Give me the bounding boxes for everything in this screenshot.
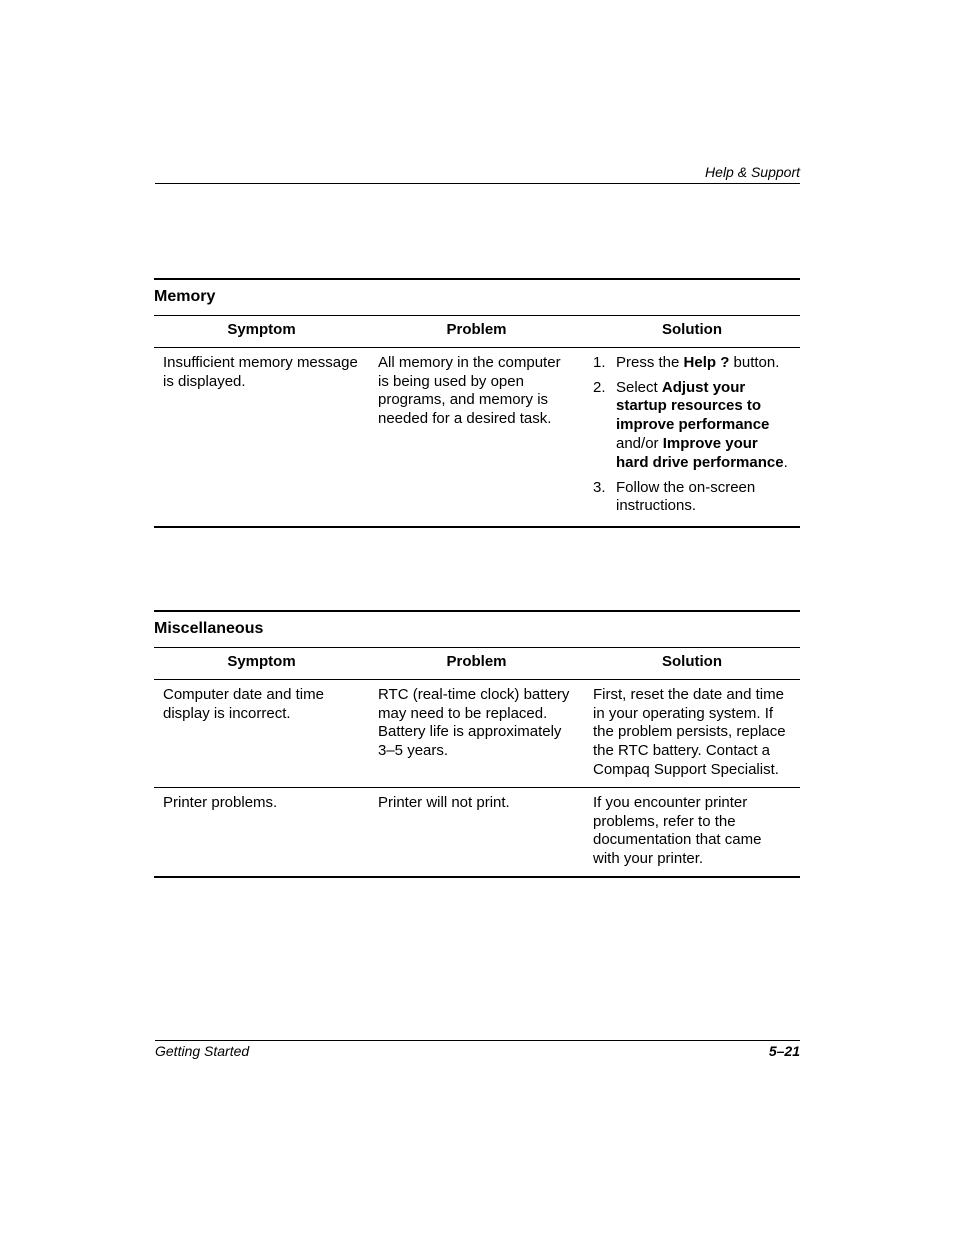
step-item [593, 379, 790, 473]
option-label: Improve your hard drive performance [616, 434, 784, 471]
step-item [593, 479, 790, 517]
column-header-solution: Solution [584, 648, 800, 679]
column-header-solution: Solution [584, 316, 800, 347]
column-header-problem: Problem [369, 648, 584, 679]
problem-cell: All memory in the computer is being used by open programs, and memory is needed for a desired task. [369, 347, 584, 527]
step-number: 2. [593, 378, 606, 396]
step-text-part: . [783, 453, 788, 471]
solution-cell [584, 347, 800, 527]
miscellaneous-title: Miscellaneous [154, 610, 800, 648]
symptom-cell: Insufficient memory message is displayed. [154, 347, 369, 527]
step-text-part: Select [616, 378, 662, 396]
step-text [616, 379, 790, 473]
step-text-part: button. [729, 353, 780, 371]
miscellaneous-table [154, 648, 800, 878]
help-button-label: Help ? [683, 353, 730, 371]
miscellaneous-section [154, 610, 800, 878]
memory-section [154, 278, 800, 528]
solution-cell: First, reset the date and time in your operating system. If the problem persists, replace the RTC battery. Contact a Compaq Support Specialist. [584, 679, 800, 787]
problem-cell: Printer will not print. [369, 787, 584, 877]
step-text [616, 354, 790, 373]
step-text: Follow the on-screen instructions. [616, 478, 756, 515]
running-head: Help & Support [705, 164, 800, 180]
column-header-symptom: Symptom [154, 316, 369, 347]
step-number: 3. [593, 478, 606, 496]
table-row [154, 679, 800, 787]
solution-cell: If you encounter printer problems, refer to the documentation that came with your printer. [584, 787, 800, 877]
step-text-part: and/or [616, 434, 663, 452]
table-row [154, 787, 800, 877]
step-text-part: Press the [616, 353, 684, 371]
table-row [154, 347, 800, 527]
symptom-cell: Computer date and time display is incorrect. [154, 679, 369, 787]
column-header-problem: Problem [369, 316, 584, 347]
step-number: 1. [593, 353, 606, 371]
header-rule [155, 183, 800, 184]
option-label: Adjust your startup resources to improve performance [616, 378, 770, 434]
problem-cell: RTC (real-time clock) battery may need to be replaced. Battery life is approximately 3–5 years. [369, 679, 584, 787]
symptom-cell: Printer problems. [154, 787, 369, 877]
memory-title: Memory [154, 278, 800, 316]
step-item [593, 354, 790, 373]
footer-title: Getting Started [155, 1043, 250, 1059]
column-header-symptom: Symptom [154, 648, 369, 679]
solution-steps [593, 354, 790, 516]
footer-rule [155, 1040, 800, 1041]
page-number: 5–21 [768, 1043, 800, 1059]
memory-table [154, 316, 800, 528]
